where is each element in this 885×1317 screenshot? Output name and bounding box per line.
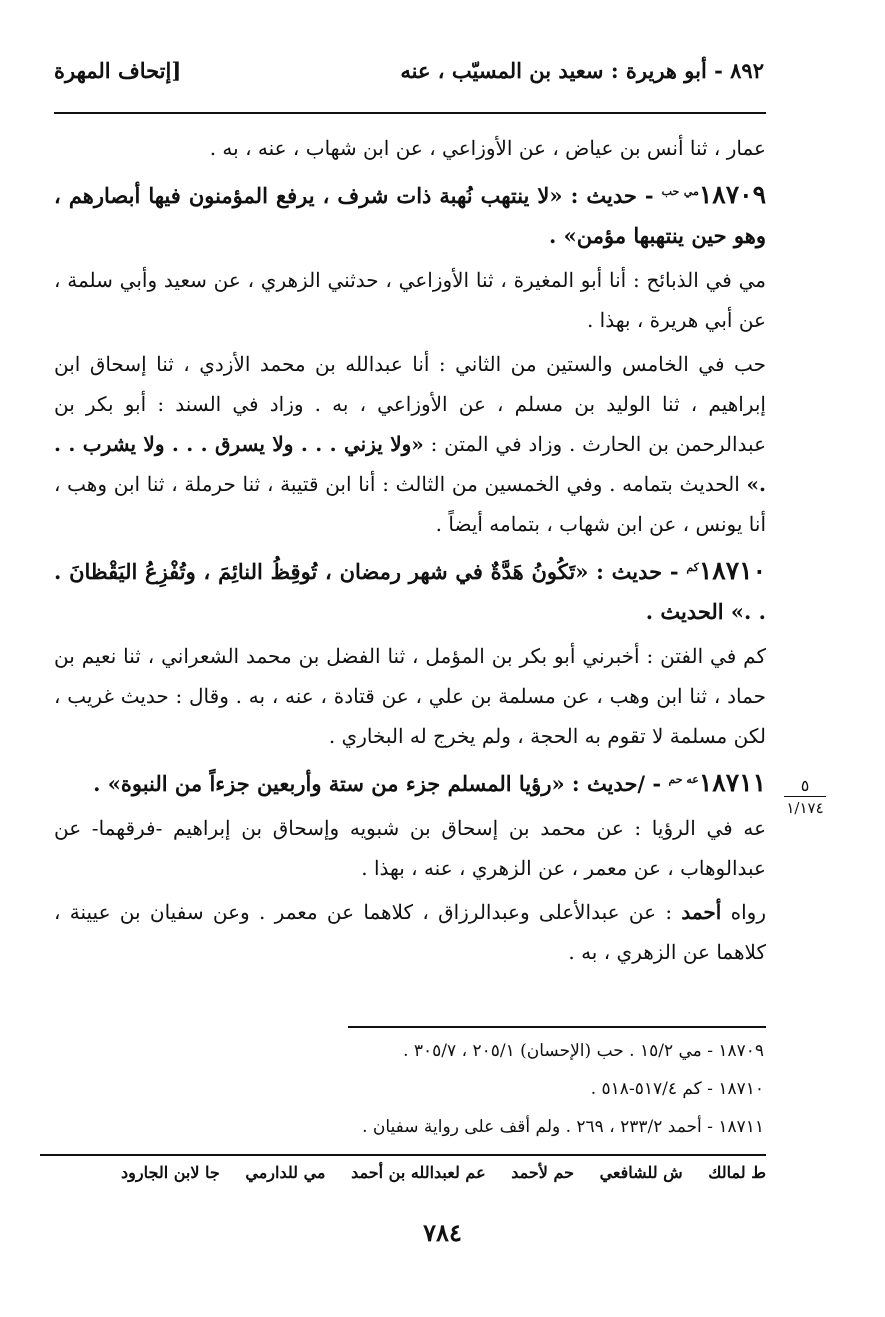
margin-rule [784, 796, 826, 797]
abbreviation-rule [40, 1154, 766, 1156]
abbreviation-key [40, 1163, 766, 1182]
footnote: ١٨٧١١ - أحمد ٢٣٣/٢ ، ٢٦٩ . ولم أقف على رواية سفيان . [362, 1117, 764, 1137]
narrator-name: أحمد [681, 900, 722, 924]
paragraph-text: : عن عبدالأعلى وعبدالرزاق ، كلاهما عن معمر . وعن سفيان بن عيينة ، كلاهما عن الزهري ، به . [54, 900, 766, 964]
header-book-name: [إتحاف المهرة [54, 58, 182, 83]
source-codes: عه حم [668, 773, 699, 786]
footnote: ١٨٧١٠ - كم ٥١٧/٤-٥١٨ . [590, 1079, 764, 1099]
paragraph [54, 344, 766, 544]
paragraph-text: الحديث بتمامه . وفي الخمسين من الثالث : أنا ابن قتيبة ، ثنا حرملة ، ثنا ابن وهب ، أنا يونس ، عن ابن شهاب ، بتمامه أيضاً . [54, 472, 766, 536]
hadith-entry [54, 548, 766, 632]
hadith-text: - حديث : «تَكُونُ هَدَّةٌ في شهر رمضان ، تُوقِظُ النائِمَ ، وتُفْزِعُ اليَقْظانَ . . .» الحديث . [54, 559, 766, 624]
paragraph: مي في الذبائح : أنا أبو المغيرة ، ثنا الأوزاعي ، حدثني الزهري ، عن سعيد وأبي سلمة ، عن أبي هريرة ، بهذا . [54, 268, 766, 332]
hadith-entry [54, 760, 766, 804]
abbreviation-item: ط لمالك [708, 1163, 766, 1182]
paragraph: عه في الرؤيا : عن محمد بن إسحاق بن شبويه وإسحاق بن إبراهيم -فرقهما- عن عبدالوهاب ، عن معمر ، عن الزهري ، عنه ، بهذا . [54, 816, 766, 880]
hadith-text: - /حديث : «رؤيا المسلم جزء من ستة وأربعين جزءاً من النبوة» . [93, 771, 662, 796]
paragraph-text: رواه [721, 900, 766, 924]
margin-ref-text: ١/١٧٤ [786, 799, 824, 817]
margin-mark: ٥ [800, 776, 810, 795]
margin-reference [780, 778, 830, 817]
hadith-number: ١٨٧١٠ [698, 556, 767, 585]
header-title: ٨٩٢ - أبو هريرة : سعيد بن المسيّب ، عنه [400, 58, 764, 83]
hadith-number: ١٨٧١١ [698, 768, 766, 797]
source-codes: مي حب [661, 185, 699, 198]
abbreviation-item: حم لأحمد [511, 1163, 574, 1182]
matn-addition: «ولا يزني . . . ولا يسرق . . . ولا يشرب . . .» [54, 432, 766, 496]
hadith-text: - حديث : «لا ينتهب نُهبة ذات شرف ، يرفع المؤمنون فيها أبصارهم ، وهو حين ينتهبها مؤمن» . [54, 183, 766, 248]
hadith-entry [54, 172, 766, 256]
abbreviation-item: ش للشافعي [599, 1163, 683, 1182]
page-number: ٧٨٤ [423, 1218, 462, 1247]
paragraph: عمار ، ثنا أنس بن عياض ، عن الأوزاعي ، عن ابن شهاب ، عنه ، به . [209, 136, 766, 160]
paragraph: كم في الفتن : أخبرني أبو بكر بن المؤمل ، ثنا الفضل بن محمد الشعراني ، ثنا نعيم بن حماد ، ثنا ابن وهب ، عن مسلمة بن علي ، عن قتادة ، عنه ، به . وقال : حديث غريب ، لكن مسلمة لا تقوم به الحجة ، ولم يخرج له البخاري . [54, 644, 766, 748]
main-text [54, 128, 766, 976]
paragraph [54, 892, 766, 972]
header-rule [54, 112, 766, 114]
hadith-number: ١٨٧٠٩ [698, 180, 766, 209]
footnote: ١٨٧٠٩ - مي ١٥/٢ . حب (الإحسان) ٢٠٥/١ ، ٣٠٥/٧ . [403, 1041, 764, 1061]
paragraph-text: حب في الخامس والستين من الثاني : أنا عبدالله بن محمد الأزدي ، ثنا إسحاق ابن إبراهيم ، ثنا الوليد بن مسلم ، عن الأوزاعي ، به . وزاد في السند : أبو بكر بن عبدالرحمن بن الحارث . وزاد في المتن : [54, 352, 767, 456]
abbreviation-item: جا لابن الجارود [121, 1163, 220, 1182]
footnote-rule [348, 1026, 766, 1028]
abbreviation-item: عم لعبدالله بن أحمد [351, 1163, 486, 1182]
running-header [54, 58, 764, 98]
abbreviation-item: مي للدارمي [245, 1163, 326, 1182]
source-codes: كم [686, 561, 699, 574]
